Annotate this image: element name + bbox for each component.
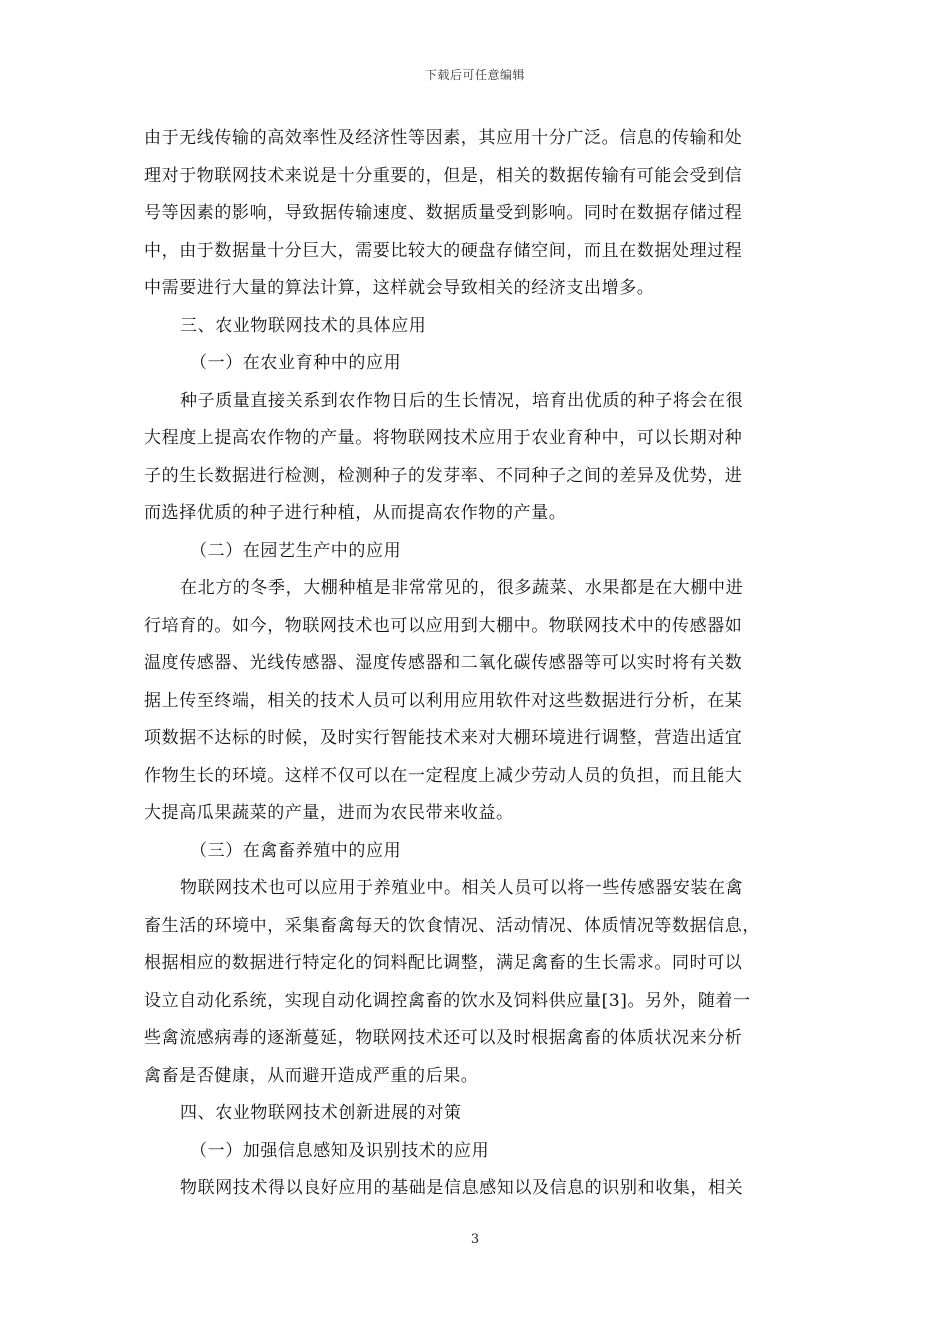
text-line: 子的生长数据进行检测，检测种子的发芽率、不同种子之间的差异及优势，进 [144,465,743,486]
text-line: 物联网技术也可以应用于养殖业中。相关人员可以将一些传感器安装在禽 [180,878,744,898]
text-line: 由于无线传输的高效率性及经济性等因素，其应用十分广泛。信息的传输和处 [144,128,743,148]
text-line: 而选择优质的种子进行种植，从而提高农作物的产量。 [144,503,567,523]
text-line: 在北方的冬季，大棚种植是非常常见的，很多蔬菜、水果都是在大棚中进 [180,578,744,598]
text-line: 号等因素的影响，导致据传输速度、数据质量受到影响。同时在数据存储过程 [144,203,743,223]
page-number: 3 [470,1232,480,1247]
text-line: 禽畜是否健康，从而避开造成严重的后果。 [144,1065,479,1086]
subsection-heading: （一）在农业育种中的应用 [190,353,402,373]
document-body [144,120,806,1208]
text-line: 大提高瓜果蔬菜的产量，进而为农民带来收益。 [144,803,514,823]
text-line: 种子质量直接关系到农作物日后的生长情况，培育出优质的种子将会在很 [180,390,744,411]
text-line: 据上传至终端，相关的技术人员可以利用应用软件对这些数据进行分析，在某 [144,690,743,711]
text-line: 行培育的。如今，物联网技术也可以应用到大棚中。物联网技术中的传感器如 [144,615,743,636]
subsection-heading: （二）在园艺生产中的应用 [190,540,402,561]
text-line: 大程度上提高农作物的产量。将物联网技术应用于农业育种中，可以长期对种 [144,428,743,448]
text-line: 项数据不达标的时候，及时实行智能技术来对大棚环境进行调整，营造出适宜 [144,728,743,748]
subsection-heading: （一）加强信息感知及识别技术的应用 [190,1140,490,1161]
text-line: 设立自动化系统，实现自动化调控禽畜的饮水及饲料供应量[3]。另外，随着一 [144,990,751,1011]
text-line: 些禽流感病毒的逐渐蔓延，物联网技术还可以及时根据禽畜的体质状况来分析 [144,1028,743,1048]
text-line: 作物生长的环境。这样不仅可以在一定程度上减少劳动人员的负担，而且能大 [144,765,743,786]
text-line: 温度传感器、光线传感器、湿度传感器和二氧化碳传感器等可以实时将有关数 [144,653,743,673]
page-header: 下载后可任意编辑 [424,68,525,82]
text-line: 中，由于数据量十分巨大，需要比较大的硬盘存储空间，而且在数据处理过程 [144,240,743,261]
text-line: 物联网技术得以良好应用的基础是信息感知以及信息的识别和收集，相关 [180,1178,744,1198]
text-line: 理对于物联网技术来说是十分重要的，但是，相关的数据传输有可能会受到信 [144,165,743,186]
text-line: 根据相应的数据进行特定化的饲料配比调整，满足禽畜的生长需求。同时可以 [144,953,743,973]
subsection-heading: （三）在禽畜养殖中的应用 [190,840,402,861]
text-line: 畜生活的环境中，采集畜禽每天的饮食情况、活动情况、体质情况等数据信息， [144,915,760,936]
text-line: 中需要进行大量的算法计算，这样就会导致相关的经济支出增多。 [144,278,655,298]
section-heading: 三、农业物联网技术的具体应用 [180,315,427,336]
section-heading: 四、农业物联网技术创新进展的对策 [180,1103,462,1123]
